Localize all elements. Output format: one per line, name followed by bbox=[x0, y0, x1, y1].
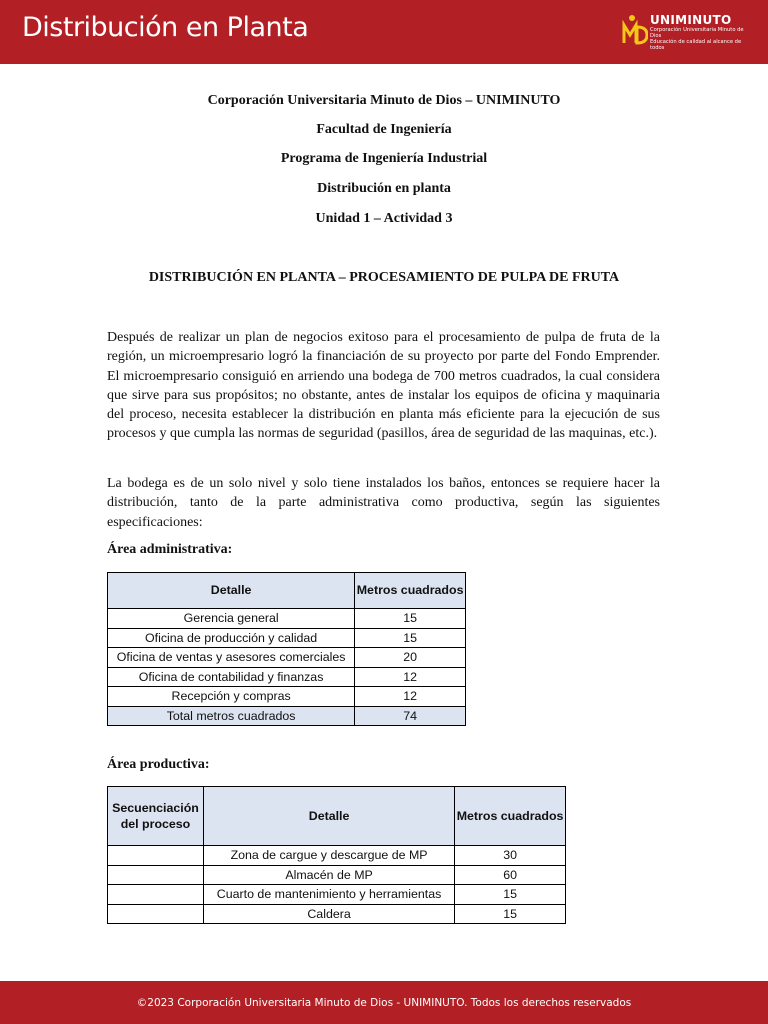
total-row bbox=[108, 706, 466, 726]
course-line: Distribución en planta bbox=[317, 181, 451, 196]
uniminuto-logo bbox=[618, 10, 748, 50]
area-cell: 12 bbox=[355, 687, 466, 707]
column-header-sequence: Secuenciación del proceso bbox=[108, 787, 204, 846]
area-cell: 20 bbox=[355, 648, 466, 668]
detail-cell: Oficina de contabilidad y finanzas bbox=[108, 667, 355, 687]
production-area-heading: Área productiva: bbox=[107, 757, 210, 772]
column-header-area: Metros cuadrados bbox=[455, 787, 566, 846]
logo-tagline-line2: Educación de calidad al alcance de todos bbox=[650, 39, 742, 51]
table-row bbox=[108, 865, 566, 885]
area-cell: 60 bbox=[455, 865, 566, 885]
detail-cell: Oficina de ventas y asesores comerciales bbox=[108, 648, 355, 668]
header-title: Distribución en Planta bbox=[22, 12, 309, 43]
program-line: Programa de Ingeniería Industrial bbox=[280, 151, 488, 166]
logo-tagline bbox=[650, 27, 750, 51]
table-row bbox=[108, 885, 566, 905]
total-value-cell: 74 bbox=[355, 706, 466, 726]
table-header-row bbox=[108, 787, 566, 846]
column-header-detail: Detalle bbox=[108, 573, 355, 609]
detail-cell: Oficina de producción y calidad bbox=[108, 628, 355, 648]
unit-line: Unidad 1 – Actividad 3 bbox=[315, 211, 453, 226]
specs-paragraph: La bodega es de un solo nivel y solo tiene instalados los baños, entonces se requiere hacer la distribución, tanto de la parte administrativa como productiva, según las siguientes especificaciones: bbox=[107, 476, 660, 530]
detail-cell: Gerencia general bbox=[108, 609, 355, 629]
document-title: DISTRIBUCIÓN EN PLANTA – PROCESAMIENTO DE PULPA DE FRUTA bbox=[148, 270, 620, 285]
detail-cell: Zona de cargue y descargue de MP bbox=[203, 846, 454, 866]
sequence-cell bbox=[108, 885, 204, 905]
table-row bbox=[108, 628, 466, 648]
admin-area-table bbox=[107, 572, 466, 726]
area-cell: 15 bbox=[355, 609, 466, 629]
page-header bbox=[0, 0, 768, 64]
copyright-text: ©2023 Corporación Universitaria Minuto de Dios - UNIMINUTO. Todos los derechos reservados bbox=[136, 997, 632, 1009]
total-label-cell: Total metros cuadrados bbox=[108, 706, 355, 726]
table-row bbox=[108, 687, 466, 707]
detail-cell: Caldera bbox=[203, 904, 454, 924]
table-row bbox=[108, 609, 466, 629]
table-row bbox=[108, 904, 566, 924]
area-cell: 15 bbox=[455, 904, 566, 924]
area-cell: 30 bbox=[455, 846, 566, 866]
table-row bbox=[108, 648, 466, 668]
detail-cell: Almacén de MP bbox=[203, 865, 454, 885]
md-logo-icon bbox=[622, 13, 648, 47]
sequence-cell bbox=[108, 846, 204, 866]
sequence-cell bbox=[108, 865, 204, 885]
logo-name: UNIMINUTO bbox=[650, 13, 732, 27]
area-cell: 12 bbox=[355, 667, 466, 687]
detail-cell: Cuarto de mantenimiento y herramientas bbox=[203, 885, 454, 905]
area-cell: 15 bbox=[355, 628, 466, 648]
table-row bbox=[108, 667, 466, 687]
logo-tagline-line1: Corporación Universitaria Minuto de Dios bbox=[650, 27, 744, 39]
table-row bbox=[108, 846, 566, 866]
column-header-detail: Detalle bbox=[203, 787, 454, 846]
admin-area-heading: Área administrativa: bbox=[107, 542, 233, 557]
production-area-table bbox=[107, 786, 566, 924]
area-cell: 15 bbox=[455, 885, 566, 905]
page-footer bbox=[0, 981, 768, 1024]
table-header-row bbox=[108, 573, 466, 609]
intro-paragraph: Después de realizar un plan de negocios exitoso para el procesamiento de pulpa de fruta de la región, un microempresario logró la financiación de su proyecto por parte del Fondo Emprender. El microempresario consiguió en arriendo una bodega de 700 metros cuadrados, la cual considera que sirve para sus propósitos; no obstante, antes de instalar los equipos de oficina y maquinaria del proceso, necesita establecer la distribución en planta más eficiente para la ejecución de sus procesos y que cumpla las normas de seguridad (pasillos, área de seguridad de las maquinas, etc.). bbox=[107, 330, 660, 442]
faculty-line: Facultad de Ingeniería bbox=[316, 122, 452, 137]
sequence-cell bbox=[108, 904, 204, 924]
institution-line: Corporación Universitaria Minuto de Dios – UNIMINUTO bbox=[207, 93, 561, 108]
detail-cell: Recepción y compras bbox=[108, 687, 355, 707]
column-header-area: Metros cuadrados bbox=[355, 573, 466, 609]
